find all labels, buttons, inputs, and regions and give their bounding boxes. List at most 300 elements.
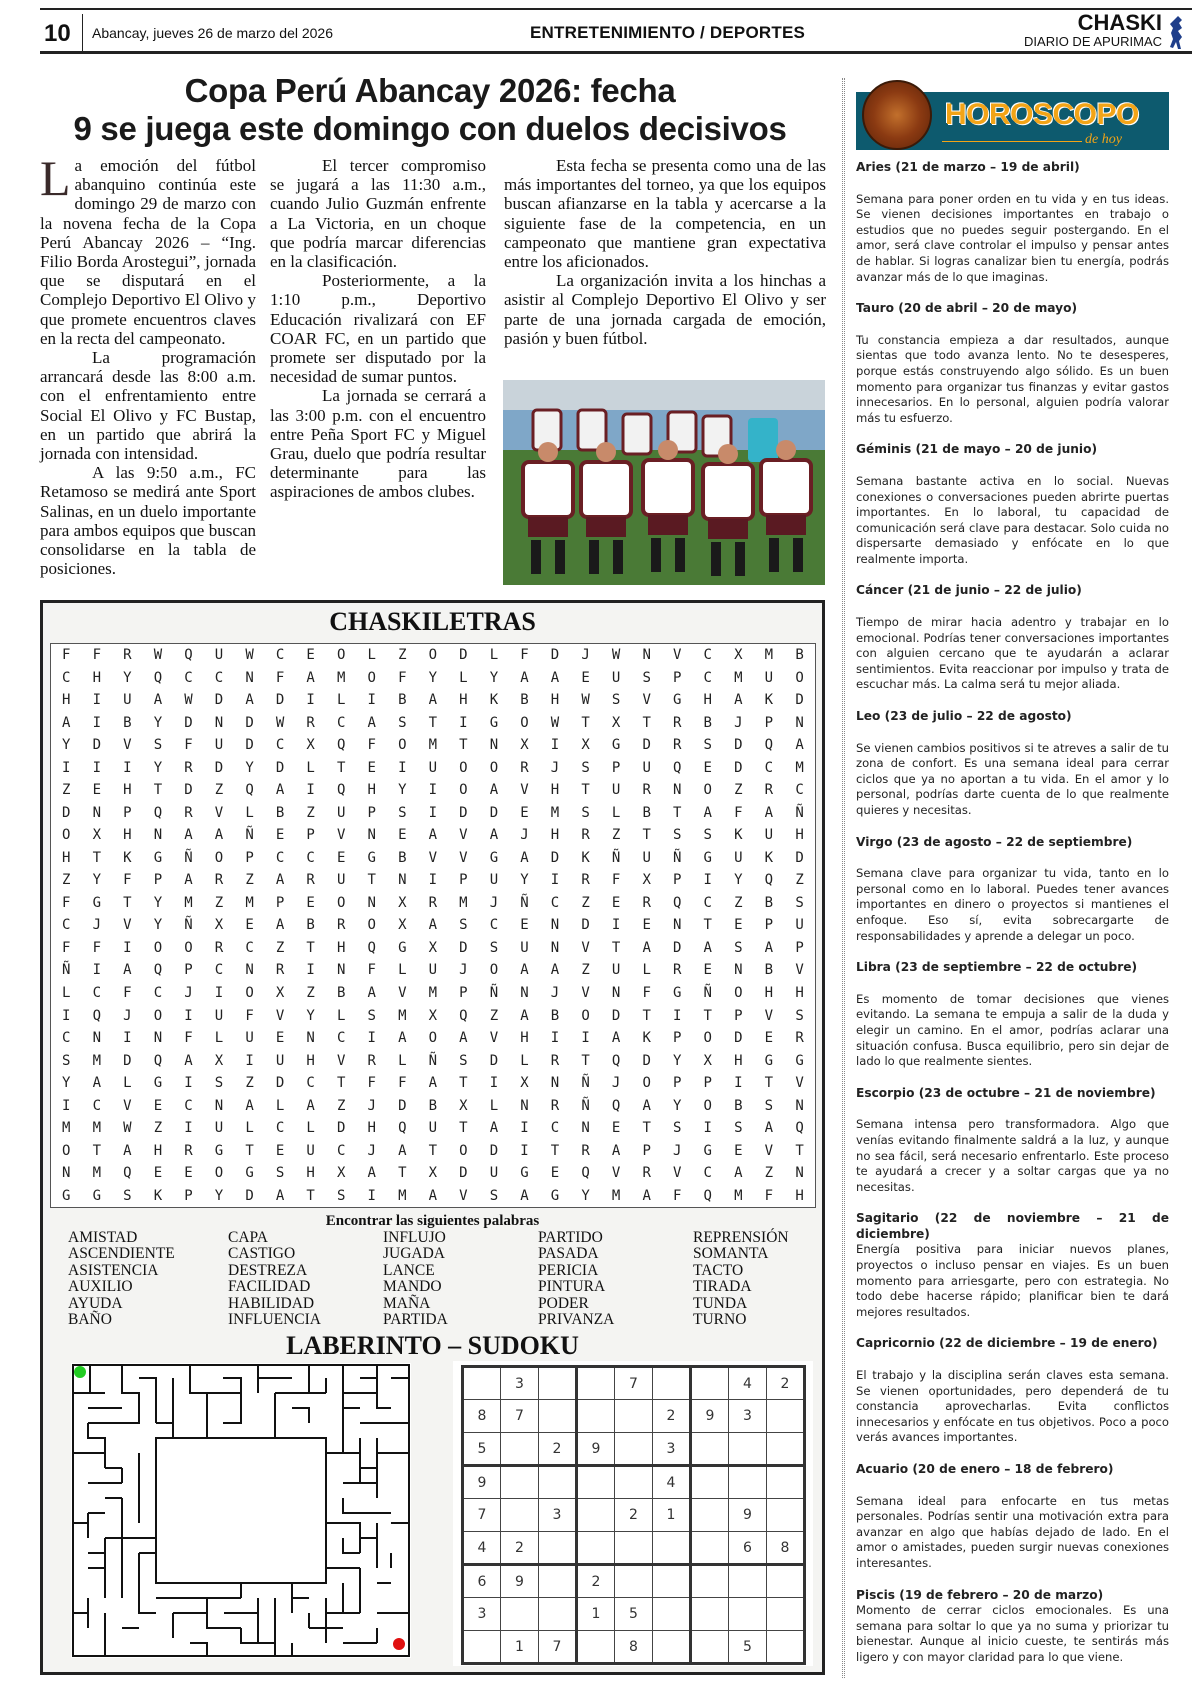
wordsearch-cell[interactable]: Z: [795, 872, 804, 889]
wordsearch-cell[interactable]: V: [336, 1052, 346, 1069]
wordsearch-cell[interactable]: P: [764, 714, 774, 731]
wordsearch-cell[interactable]: C: [275, 737, 285, 754]
wordsearch-cell[interactable]: R: [642, 894, 651, 911]
wordsearch-cell[interactable]: N: [550, 939, 560, 956]
wordsearch-cell[interactable]: H: [550, 782, 560, 799]
wordsearch-cell[interactable]: N: [306, 1030, 315, 1047]
wordsearch-cell[interactable]: S: [764, 1097, 774, 1114]
wordsearch-cell[interactable]: R: [520, 759, 529, 776]
wordsearch-cell[interactable]: Z: [581, 894, 590, 911]
wordsearch-cell[interactable]: A: [153, 692, 163, 709]
wordsearch-cell[interactable]: C: [275, 647, 285, 664]
wordsearch-cell[interactable]: U: [611, 782, 621, 799]
wordsearch-cell[interactable]: F: [734, 804, 743, 821]
sudoku-empty-cell[interactable]: [577, 1532, 615, 1565]
wordsearch-cell[interactable]: O: [520, 714, 529, 731]
wordsearch-cell[interactable]: N: [92, 804, 102, 821]
wordsearch-cell[interactable]: M: [795, 759, 804, 776]
wordsearch-cell[interactable]: V: [642, 692, 651, 709]
wordsearch-cell[interactable]: L: [398, 962, 407, 979]
wordsearch-cell[interactable]: Z: [62, 872, 71, 889]
wordsearch-cell[interactable]: A: [184, 1052, 193, 1069]
wordsearch-cell[interactable]: A: [398, 1142, 407, 1159]
wordsearch-cell[interactable]: O: [367, 669, 376, 686]
wordsearch-cell[interactable]: H: [459, 692, 468, 709]
wordsearch-cell[interactable]: G: [764, 1052, 774, 1069]
wordsearch-cell[interactable]: R: [672, 962, 682, 979]
wordsearch-cell[interactable]: I: [123, 939, 132, 956]
wordsearch-cell[interactable]: D: [734, 737, 743, 754]
wordsearch-cell[interactable]: J: [459, 962, 468, 979]
wordsearch-cell[interactable]: M: [92, 1120, 102, 1137]
wordsearch-cell[interactable]: X: [611, 714, 621, 731]
wordsearch-cell[interactable]: L: [123, 1075, 132, 1092]
wordsearch-cell[interactable]: A: [459, 1030, 468, 1047]
wordsearch-cell[interactable]: I: [703, 1120, 712, 1137]
wordsearch-cell[interactable]: C: [306, 849, 315, 866]
wordsearch-cell[interactable]: Q: [611, 1052, 621, 1069]
wordsearch-cell[interactable]: J: [550, 759, 560, 776]
wordsearch-cell[interactable]: A: [367, 714, 376, 731]
wordsearch-cell[interactable]: U: [611, 669, 621, 686]
wordsearch-cell[interactable]: H: [734, 1052, 743, 1069]
wordsearch-cell[interactable]: I: [611, 917, 621, 934]
wordsearch-cell[interactable]: M: [245, 894, 254, 911]
wordsearch-cell[interactable]: J: [123, 1007, 132, 1024]
wordsearch-cell[interactable]: A: [734, 692, 743, 709]
wordsearch-cell[interactable]: L: [245, 804, 254, 821]
wordsearch-cell[interactable]: Q: [153, 962, 163, 979]
wordsearch-cell[interactable]: F: [92, 647, 102, 664]
wordsearch-cell[interactable]: R: [795, 1030, 804, 1047]
wordsearch-cell[interactable]: Y: [153, 917, 163, 934]
wordsearch-cell[interactable]: P: [153, 872, 163, 889]
sudoku-empty-cell[interactable]: [615, 1400, 653, 1433]
wordsearch-cell[interactable]: M: [398, 1007, 407, 1024]
wordsearch-cell[interactable]: V: [520, 782, 529, 799]
wordsearch-cell[interactable]: W: [153, 647, 163, 664]
wordsearch-cell[interactable]: H: [306, 1052, 315, 1069]
wordsearch-cell[interactable]: G: [489, 714, 499, 731]
wordsearch-cell[interactable]: H: [367, 1120, 376, 1137]
wordsearch-cell[interactable]: A: [245, 1097, 254, 1114]
wordsearch-cell[interactable]: D: [459, 1165, 468, 1182]
wordsearch-cell[interactable]: T: [642, 827, 651, 844]
wordsearch-cell[interactable]: W: [581, 692, 590, 709]
wordsearch-cell[interactable]: S: [62, 1052, 71, 1069]
wordsearch-cell[interactable]: R: [581, 872, 590, 889]
wordsearch-cell[interactable]: T: [153, 782, 163, 799]
wordsearch-cell[interactable]: A: [275, 782, 285, 799]
wordsearch-cell[interactable]: A: [520, 1187, 529, 1204]
wordsearch-cell[interactable]: T: [459, 1120, 468, 1137]
wordsearch-cell[interactable]: M: [398, 1187, 407, 1204]
wordsearch-cell[interactable]: V: [459, 849, 468, 866]
wordsearch-cell[interactable]: X: [214, 917, 224, 934]
wordsearch-cell[interactable]: Ñ: [62, 962, 71, 979]
wordsearch-cell[interactable]: Y: [672, 1097, 682, 1114]
wordsearch-cell[interactable]: D: [459, 647, 468, 664]
wordsearch-cell[interactable]: Z: [275, 939, 285, 956]
wordsearch-cell[interactable]: Y: [306, 1007, 315, 1024]
wordsearch-cell[interactable]: R: [184, 759, 193, 776]
wordsearch-cell[interactable]: G: [92, 1187, 102, 1204]
wordsearch-cell[interactable]: N: [611, 984, 621, 1001]
wordsearch-cell[interactable]: E: [764, 1030, 774, 1047]
sudoku-empty-cell[interactable]: [767, 1499, 805, 1532]
wordsearch-cell[interactable]: R: [336, 917, 346, 934]
wordsearch-cell[interactable]: A: [275, 1187, 285, 1204]
wordsearch-cell[interactable]: Z: [245, 872, 254, 889]
wordsearch-cell[interactable]: U: [214, 647, 224, 664]
wordsearch-cell[interactable]: U: [275, 1052, 285, 1069]
wordsearch-cell[interactable]: I: [92, 692, 102, 709]
wordsearch-cell[interactable]: F: [672, 1187, 682, 1204]
wordsearch-cell[interactable]: N: [245, 962, 254, 979]
wordsearch-cell[interactable]: J: [184, 984, 193, 1001]
wordsearch-cell[interactable]: A: [275, 917, 285, 934]
wordsearch-cell[interactable]: I: [214, 984, 224, 1001]
wordsearch-cell[interactable]: Y: [489, 669, 499, 686]
wordsearch-cell[interactable]: C: [703, 669, 712, 686]
wordsearch-cell[interactable]: Q: [153, 669, 163, 686]
wordsearch-cell[interactable]: P: [123, 804, 132, 821]
wordsearch-cell[interactable]: C: [92, 984, 102, 1001]
wordsearch-cell[interactable]: W: [123, 1120, 132, 1137]
wordsearch-cell[interactable]: N: [734, 962, 743, 979]
wordsearch-cell[interactable]: S: [581, 804, 590, 821]
wordsearch-cell[interactable]: N: [672, 782, 682, 799]
wordsearch-cell[interactable]: F: [764, 1187, 774, 1204]
wordsearch-cell[interactable]: A: [367, 984, 376, 1001]
wordsearch-cell[interactable]: I: [489, 1075, 499, 1092]
wordsearch-cell[interactable]: N: [672, 917, 682, 934]
wordsearch-cell[interactable]: F: [123, 984, 132, 1001]
wordsearch-cell[interactable]: H: [795, 827, 804, 844]
wordsearch-cell[interactable]: R: [581, 827, 590, 844]
sudoku-empty-cell[interactable]: [615, 1433, 653, 1466]
wordsearch-cell[interactable]: H: [795, 1187, 804, 1204]
wordsearch-cell[interactable]: N: [153, 827, 163, 844]
wordsearch-cell[interactable]: Z: [734, 782, 743, 799]
wordsearch-cell[interactable]: A: [520, 1007, 529, 1024]
wordsearch-cell[interactable]: B: [764, 894, 774, 911]
sudoku-empty-cell[interactable]: [615, 1466, 653, 1499]
wordsearch-cell[interactable]: Ñ: [184, 917, 193, 934]
wordsearch-cell[interactable]: N: [550, 1075, 560, 1092]
wordsearch-cell[interactable]: I: [62, 1097, 71, 1114]
wordsearch-cell[interactable]: P: [672, 1075, 682, 1092]
wordsearch-cell[interactable]: U: [214, 1120, 224, 1137]
wordsearch-cell[interactable]: Z: [214, 894, 224, 911]
wordsearch-cell[interactable]: K: [764, 849, 774, 866]
wordsearch-cell[interactable]: D: [184, 714, 193, 731]
wordsearch-cell[interactable]: O: [459, 782, 468, 799]
wordsearch-cell[interactable]: K: [153, 1187, 163, 1204]
wordsearch-cell[interactable]: H: [62, 849, 71, 866]
wordsearch-cell[interactable]: I: [398, 759, 407, 776]
wordsearch-cell[interactable]: X: [428, 1165, 438, 1182]
wordsearch-cell[interactable]: D: [275, 692, 285, 709]
wordsearch-cell[interactable]: N: [245, 669, 254, 686]
sudoku-empty-cell[interactable]: [539, 1400, 577, 1433]
wordsearch-cell[interactable]: Q: [611, 1097, 621, 1114]
sudoku-empty-cell[interactable]: [691, 1598, 729, 1631]
wordsearch-cell[interactable]: F: [367, 1075, 376, 1092]
wordsearch-cell[interactable]: I: [520, 1142, 529, 1159]
wordsearch-cell[interactable]: B: [764, 962, 774, 979]
wordsearch-cell[interactable]: P: [734, 1007, 743, 1024]
wordsearch-cell[interactable]: C: [336, 714, 346, 731]
wordsearch-cell[interactable]: R: [581, 1142, 590, 1159]
wordsearch-cell[interactable]: C: [275, 1120, 285, 1137]
wordsearch-cell[interactable]: U: [245, 1030, 254, 1047]
wordsearch-cell[interactable]: Y: [581, 1187, 590, 1204]
wordsearch-cell[interactable]: R: [672, 714, 682, 731]
wordsearch-cell[interactable]: F: [520, 647, 529, 664]
wordsearch-cell[interactable]: O: [703, 1097, 712, 1114]
wordsearch-cell[interactable]: N: [62, 1165, 71, 1182]
wordsearch-cell[interactable]: L: [275, 1097, 285, 1114]
wordsearch-cell[interactable]: A: [428, 1187, 438, 1204]
wordsearch-cell[interactable]: O: [795, 669, 804, 686]
sudoku-empty-cell[interactable]: [615, 1532, 653, 1565]
wordsearch-cell[interactable]: Z: [336, 1097, 346, 1114]
wordsearch-cell[interactable]: A: [764, 939, 774, 956]
wordsearch-cell[interactable]: X: [459, 1097, 468, 1114]
sudoku-empty-cell[interactable]: [691, 1367, 729, 1400]
wordsearch-cell[interactable]: F: [275, 669, 285, 686]
wordsearch-cell[interactable]: S: [153, 737, 163, 754]
sudoku-empty-cell[interactable]: [577, 1499, 615, 1532]
wordsearch-cell[interactable]: P: [306, 827, 315, 844]
wordsearch-cell[interactable]: X: [214, 1052, 224, 1069]
wordsearch-cell[interactable]: D: [459, 804, 468, 821]
wordsearch-cell[interactable]: N: [367, 827, 376, 844]
wordsearch-cell[interactable]: H: [123, 827, 132, 844]
wordsearch-cell[interactable]: T: [306, 1187, 315, 1204]
sudoku-empty-cell[interactable]: [501, 1499, 539, 1532]
wordsearch-cell[interactable]: O: [459, 759, 468, 776]
wordsearch-cell[interactable]: S: [398, 714, 407, 731]
wordsearch-cell[interactable]: T: [642, 1007, 651, 1024]
wordsearch-cell[interactable]: Q: [153, 804, 163, 821]
wordsearch-cell[interactable]: O: [184, 939, 193, 956]
wordsearch-cell[interactable]: A: [642, 1097, 651, 1114]
wordsearch-cell[interactable]: F: [62, 939, 71, 956]
wordsearch-cell[interactable]: A: [520, 849, 529, 866]
wordsearch-cell[interactable]: J: [92, 917, 102, 934]
wordsearch-cell[interactable]: E: [367, 759, 376, 776]
wordsearch-cell[interactable]: D: [795, 849, 804, 866]
wordsearch-cell[interactable]: V: [611, 1165, 621, 1182]
wordsearch-cell[interactable]: G: [520, 1165, 529, 1182]
wordsearch-cell[interactable]: T: [550, 1142, 560, 1159]
wordsearch-cell[interactable]: E: [734, 1142, 743, 1159]
wordsearch-cell[interactable]: K: [734, 827, 743, 844]
sudoku-empty-cell[interactable]: [653, 1631, 691, 1664]
wordsearch-cell[interactable]: T: [428, 1142, 438, 1159]
wordsearch-cell[interactable]: B: [428, 1097, 438, 1114]
wordsearch-cell[interactable]: V: [428, 849, 438, 866]
wordsearch-cell[interactable]: U: [489, 1165, 499, 1182]
wordsearch-cell[interactable]: H: [367, 782, 376, 799]
wordsearch-cell[interactable]: A: [62, 714, 71, 731]
wordsearch-cell[interactable]: O: [703, 1030, 712, 1047]
wordsearch-cell[interactable]: P: [184, 962, 193, 979]
sudoku-empty-cell[interactable]: [691, 1466, 729, 1499]
wordsearch-cell[interactable]: M: [428, 984, 438, 1001]
wordsearch-cell[interactable]: Y: [245, 759, 254, 776]
wordsearch-cell[interactable]: F: [398, 1075, 407, 1092]
wordsearch-cell[interactable]: A: [184, 872, 193, 889]
wordsearch-cell[interactable]: D: [459, 939, 468, 956]
wordsearch-cell[interactable]: U: [795, 917, 804, 934]
wordsearch-cell[interactable]: F: [92, 939, 102, 956]
wordsearch-cell[interactable]: U: [336, 872, 346, 889]
wordsearch-cell[interactable]: U: [306, 1142, 315, 1159]
wordsearch-cell[interactable]: Y: [672, 1052, 682, 1069]
wordsearch-cell[interactable]: L: [459, 669, 468, 686]
wordsearch-cell[interactable]: R: [184, 804, 193, 821]
wordsearch-cell[interactable]: D: [489, 1052, 499, 1069]
wordsearch-cell[interactable]: E: [306, 894, 315, 911]
wordsearch-cell[interactable]: O: [489, 759, 499, 776]
wordsearch-cell[interactable]: C: [550, 894, 560, 911]
wordsearch-cell[interactable]: E: [153, 1097, 163, 1114]
wordsearch-cell[interactable]: F: [184, 737, 193, 754]
wordsearch-cell[interactable]: I: [703, 872, 712, 889]
wordsearch-cell[interactable]: Z: [153, 1120, 163, 1137]
wordsearch-cell[interactable]: J: [367, 1097, 376, 1114]
wordsearch-cell[interactable]: P: [611, 759, 621, 776]
wordsearch-cell[interactable]: Z: [734, 894, 743, 911]
wordsearch-cell[interactable]: Q: [459, 1007, 468, 1024]
wordsearch-cell[interactable]: U: [428, 759, 438, 776]
wordsearch-cell[interactable]: R: [642, 782, 651, 799]
wordsearch-cell[interactable]: A: [550, 669, 560, 686]
wordsearch-cell[interactable]: V: [459, 1187, 468, 1204]
wordsearch-cell[interactable]: Z: [245, 1075, 254, 1092]
wordsearch-cell[interactable]: A: [611, 1142, 621, 1159]
wordsearch-cell[interactable]: B: [703, 714, 712, 731]
wordsearch-cell[interactable]: U: [428, 1120, 438, 1137]
wordsearch-cell[interactable]: R: [214, 939, 224, 956]
wordsearch-cell[interactable]: U: [489, 872, 499, 889]
wordsearch-cell[interactable]: N: [153, 1030, 163, 1047]
wordsearch-cell[interactable]: H: [336, 939, 346, 956]
wordsearch-cell[interactable]: C: [795, 782, 804, 799]
wordsearch-cell[interactable]: T: [336, 759, 346, 776]
wordsearch-cell[interactable]: A: [611, 1030, 621, 1047]
sudoku-empty-cell[interactable]: [729, 1565, 767, 1598]
wordsearch-cell[interactable]: T: [123, 894, 132, 911]
wordsearch-cell[interactable]: M: [62, 1120, 71, 1137]
sudoku-empty-cell[interactable]: [729, 1598, 767, 1631]
wordsearch-cell[interactable]: U: [734, 849, 743, 866]
wordsearch-cell[interactable]: D: [275, 1075, 285, 1092]
wordsearch-cell[interactable]: Z: [214, 782, 224, 799]
wordsearch-cell[interactable]: G: [245, 1165, 254, 1182]
wordsearch-cell[interactable]: Ñ: [672, 849, 682, 866]
wordsearch-cell[interactable]: X: [306, 737, 315, 754]
wordsearch-cell[interactable]: S: [703, 737, 712, 754]
wordsearch-cell[interactable]: K: [123, 849, 132, 866]
wordsearch-cell[interactable]: A: [520, 962, 529, 979]
wordsearch-cell[interactable]: L: [489, 647, 499, 664]
wordsearch-cell[interactable]: Q: [581, 1165, 590, 1182]
wordsearch-cell[interactable]: D: [214, 692, 224, 709]
sudoku-empty-cell[interactable]: [653, 1565, 691, 1598]
wordsearch-cell[interactable]: I: [672, 1007, 682, 1024]
wordsearch-cell[interactable]: Q: [398, 1120, 407, 1137]
wordsearch-cell[interactable]: U: [764, 669, 774, 686]
wordsearch-cell[interactable]: F: [611, 872, 621, 889]
wordsearch-cell[interactable]: N: [214, 1097, 224, 1114]
wordsearch-cell[interactable]: S: [642, 669, 651, 686]
wordsearch-cell[interactable]: Z: [306, 984, 315, 1001]
wordsearch-cell[interactable]: G: [489, 849, 499, 866]
wordsearch-cell[interactable]: C: [153, 984, 163, 1001]
wordsearch-cell[interactable]: C: [184, 1097, 193, 1114]
wordsearch-cell[interactable]: D: [672, 939, 682, 956]
wordsearch-cell[interactable]: G: [703, 1142, 712, 1159]
wordsearch-cell[interactable]: I: [550, 737, 560, 754]
wordsearch-cell[interactable]: O: [62, 827, 71, 844]
wordsearch-cell[interactable]: D: [734, 1030, 743, 1047]
wordsearch-cell[interactable]: L: [489, 1097, 499, 1114]
wordsearch-cell[interactable]: V: [489, 1030, 499, 1047]
wordsearch-cell[interactable]: R: [214, 872, 224, 889]
sudoku-empty-cell[interactable]: [653, 1367, 691, 1400]
wordsearch-cell[interactable]: I: [184, 1120, 193, 1137]
wordsearch-cell[interactable]: P: [245, 849, 254, 866]
wordsearch-cell[interactable]: S: [275, 1165, 285, 1182]
wordsearch-cell[interactable]: M: [459, 894, 468, 911]
wordsearch-cell[interactable]: A: [428, 692, 438, 709]
sudoku-empty-cell[interactable]: [501, 1466, 539, 1499]
wordsearch-cell[interactable]: M: [92, 1052, 102, 1069]
wordsearch-cell[interactable]: S: [214, 1075, 224, 1092]
wordsearch-cell[interactable]: D: [214, 759, 224, 776]
wordsearch-cell[interactable]: C: [214, 962, 224, 979]
wordsearch-cell[interactable]: G: [153, 849, 163, 866]
wordsearch-cell[interactable]: E: [734, 917, 743, 934]
wordsearch-cell[interactable]: F: [642, 984, 651, 1001]
wordsearch-cell[interactable]: O: [703, 782, 712, 799]
wordsearch-cell[interactable]: X: [520, 1075, 529, 1092]
wordsearch-cell[interactable]: X: [520, 737, 529, 754]
wordsearch-cell[interactable]: A: [795, 737, 804, 754]
wordsearch-cell[interactable]: A: [398, 1030, 407, 1047]
wordsearch-cell[interactable]: A: [734, 1165, 743, 1182]
wordsearch-cell[interactable]: B: [550, 1007, 560, 1024]
wordsearch-cell[interactable]: C: [336, 1030, 346, 1047]
wordsearch-cell[interactable]: O: [62, 1142, 71, 1159]
wordsearch-cell[interactable]: L: [306, 1120, 315, 1137]
wordsearch-cell[interactable]: W: [245, 647, 254, 664]
sudoku-empty-cell[interactable]: [539, 1598, 577, 1631]
wordsearch-cell[interactable]: S: [734, 1120, 743, 1137]
sudoku-empty-cell[interactable]: [539, 1565, 577, 1598]
wordsearch-cell[interactable]: J: [581, 647, 590, 664]
wordsearch-cell[interactable]: G: [611, 737, 621, 754]
wordsearch-cell[interactable]: M: [764, 647, 774, 664]
wordsearch-cell[interactable]: Z: [764, 1165, 774, 1182]
wordsearch-cell[interactable]: A: [520, 669, 529, 686]
wordsearch-cell[interactable]: S: [672, 1120, 682, 1137]
wordsearch-cell[interactable]: N: [550, 917, 560, 934]
